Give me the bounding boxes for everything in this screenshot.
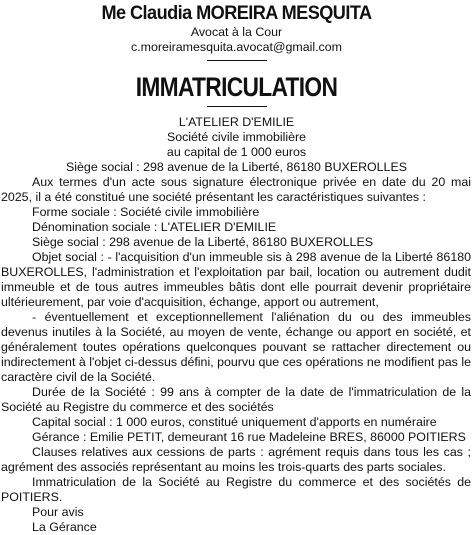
notice-title: IMMATRICULATION [135,72,338,102]
paragraph-forme: Forme sociale : Société civile immobilière [32,205,260,219]
paragraph-immatriculation: Immatriculation de la Société au Registre du commerce et des sociétés de POITIERS. [1,475,471,504]
lawyer-header [0,0,473,107]
paragraph-denomination: Dénomination sociale : L'ATELIER D'EMILIE [32,220,277,234]
lawyer-role: Avocat à la Cour [190,25,283,39]
company-name: L'ATELIER D'EMILIE [178,115,295,129]
paragraph-duree: Durée de la Société : 99 ans à compter de la date de l'immatriculation de la Société au Registre du commerce et des sociétés [1,385,471,414]
signature: La Gérance [32,520,97,534]
pour-avis: Pour avis [32,505,84,519]
company-type: Société civile immobilière [166,130,307,144]
paragraph-capital: Capital social : 1 000 euros, constitué uniquement d'apports en numéraire [32,415,437,429]
paragraph-siege: Siège social : 298 avenue de la Liberté, 86180 BUXEROLLES [32,235,373,249]
paragraph-objet-2: - éventuellement et exceptionnellement l'aliénation du ou des immeubles devenus inutiles à la Société, au moyen de vente, échange ou apport en société, et généralement toutes opérations quelconques pouvant se rattacher directement ou indirectement à l'objet ci-dessus défini, pourvu que ces opérations ne modifient pas le caractère civil de la Société. [1,310,471,384]
lawyer-email: c.moreiramesquita.avocat@gmail.com [131,40,342,54]
divider-bottom [207,106,267,107]
company-seat: Siège social : 298 avenue de la Liberté, 86180 BUXEROLLES [66,160,407,174]
company-capital: au capital de 1 000 euros [166,145,307,159]
paragraph-intro: Aux termes d'un acte sous signature électronique privée en date du 20 mai 2025, il a été constitué une société présentant les caractéristiques suivantes : [1,175,471,204]
company-block [0,115,473,175]
paragraph-clauses: Clauses relatives aux cessions de parts : agrément requis dans tous les cas ; agrément des associés représentant au moins les trois-quarts des parts sociales. [1,445,471,474]
paragraph-gerance: Gérance : Emilie PETIT, demeurant 16 rue Madeleine BRES, 86000 POITIERS [32,430,466,444]
paragraph-objet-1: Objet social : - l'acquisition d'un immeuble sis à 298 avenue de la Liberté 86180 BUXEROLLES, l'administration et l'exploitation par bail, location ou autrement dudit immeuble et de tous autres immeubles bâtis dont elle pourrait devenir propriétaire ultérieurement, par voie d'acquisition, échange, apport ou autrement, [1,250,471,309]
notice-body [0,175,473,535]
divider-top [207,60,267,61]
lawyer-name: Me Claudia MOREIRA MESQUITA [101,2,372,24]
